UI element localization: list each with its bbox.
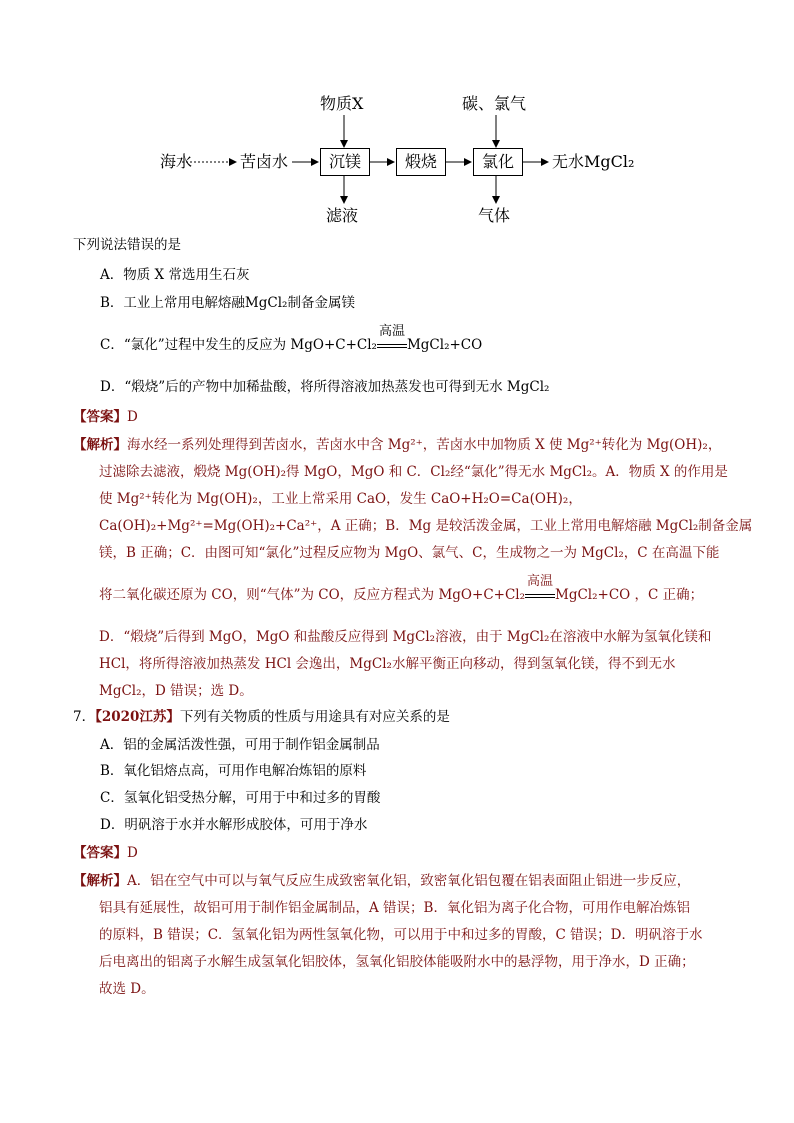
bittern-label: 苦卤水 <box>240 152 289 171</box>
option-b: B．工业上常用电解熔融MgCl₂制备金属镁 <box>100 295 355 311</box>
q7-option-b: B．氧化铝熔点高，可用作电解冶炼铝的原料 <box>100 763 367 779</box>
analysis-line: 过滤除去滤液，煅烧 Mg(OH)₂得 MgO，MgO 和 C．Cl₂经“氯化”得无水 MgCl₂。A．物质 X 的作用是 <box>99 464 728 480</box>
analysis-line: 使 Mg²⁺转化为 Mg(OH)₂，工业上常采用 CaO，发生 CaO+H₂O=Ca(OH)₂， <box>99 491 582 507</box>
question-7-stem <box>73 704 733 731</box>
analysis-line: MgCl₂，D 错误；选 D。 <box>99 683 253 699</box>
condition-text: 高温 <box>527 574 554 589</box>
product-label: 无水MgCl₂ <box>552 152 635 171</box>
equation-products: MgCl₂+CO ，C 正确； <box>555 587 704 603</box>
analysis-tag: 【解析】 <box>73 873 127 889</box>
option-a: A．物质 X 常选用生石灰 <box>100 267 250 283</box>
analysis-line: 铝具有延展性，故铝可用于制作铝金属制品，A 错误；B．氧化铝为离子化合物，可用作电解冶炼铝 <box>99 900 690 916</box>
answer-tag: 【答案】 <box>73 845 127 861</box>
answer-value: D <box>127 409 138 425</box>
q7-option-d: D．明矾溶于水并水解形成胶体，可用于净水 <box>100 817 368 833</box>
condition-text: 高温 <box>378 324 405 339</box>
precipitate-mg-box: 沉镁 <box>320 148 370 176</box>
source-tag: 【2020江苏】 <box>95 709 180 725</box>
gas-label: 气体 <box>478 206 511 225</box>
analysis-line: 故选 D。 <box>99 981 155 997</box>
q7-answer-line <box>73 840 733 867</box>
analysis-equation-line <box>99 574 759 609</box>
high-temp-condition <box>525 574 555 609</box>
option-c <box>100 324 760 359</box>
option-d: D．“煅烧”后的产物中加稀盐酸，将所得溶液加热蒸发也可得到无水 MgCl₂ <box>100 379 550 395</box>
analysis-tail <box>99 624 759 705</box>
analysis-line: 的原料，B 错误；C．氢氧化铝为两性氢氧化物，可以用于中和过多的胃酸，C 错误；D．明矾溶于水 <box>99 927 703 943</box>
answer-tag: 【答案】 <box>73 409 127 425</box>
equation-reactants: 将二氧化碳还原为 CO，则“气体”为 CO，反应方程式为 MgO+C+Cl₂ <box>99 587 526 603</box>
analysis-paragraph <box>73 432 753 567</box>
question-number: 7． <box>73 709 96 725</box>
analysis-line: 镁，B 正确；C．由图可知“氯化”过程反应物为 MgO、氯气、C，生成物之一为 MgCl₂，C 在高温下能 <box>99 545 720 561</box>
q7-option-a: A．铝的金属活泼性强，可用于制作铝金属制品 <box>100 737 380 753</box>
process-flow-diagram <box>140 90 660 240</box>
high-temp-condition <box>377 324 407 359</box>
q7-option-c: C．氢氧化铝受热分解，可用于中和过多的胃酸 <box>100 790 381 806</box>
analysis-line: Ca(OH)₂+Mg²⁺=Mg(OH)₂+Ca²⁺，A 正确；B．Mg 是较活泼金属，工业上常用电解熔融 MgCl₂制备金属 <box>99 518 753 534</box>
carbon-chlorine-label: 碳、氯气 <box>462 94 527 113</box>
question-stem: 下列说法错误的是 <box>73 237 181 253</box>
analysis-line: D．“煅烧”后得到 MgO，MgO 和盐酸反应得到 MgCl₂溶液，由于 MgCl₂在溶液中水解为氢氧化镁和 <box>99 629 712 645</box>
analysis-line: 后电离出的铝离子水解生成氢氧化铝胶体，氢氧化铝胶体能吸附水中的悬浮物，用于净水，D 正确； <box>99 954 695 970</box>
q7-analysis-paragraph <box>73 868 733 1003</box>
analysis-line <box>73 868 733 895</box>
analysis-text: A．铝在空气中可以与氧气反应生成致密氧化铝，致密氧化铝包覆在铝表面阻止铝进一步反应， <box>127 873 691 889</box>
seawater-label: 海水 <box>160 152 193 171</box>
analysis-text: 海水经一系列处理得到苦卤水，苦卤水中含 Mg²⁺，苦卤水中加物质 X 使 Mg²⁺转化为 Mg(OH)₂， <box>127 437 722 453</box>
option-c-reactants: C．“氯化”过程中发生的反应为 MgO+C+Cl₂ <box>100 337 377 353</box>
analysis-tag: 【解析】 <box>73 437 127 453</box>
analysis-line <box>73 432 733 459</box>
calcine-box: 煅烧 <box>396 148 446 176</box>
substance-x-label: 物质X <box>320 94 364 113</box>
answer-value: D <box>127 845 138 861</box>
question-text: 下列有关物质的性质与用途具有对应关系的是 <box>179 709 450 725</box>
filtrate-label: 滤液 <box>326 206 359 225</box>
chlorination-box: 氯化 <box>473 148 523 176</box>
answer-line <box>73 404 733 431</box>
option-c-products: MgCl₂+CO <box>406 337 483 353</box>
analysis-line: HCl，将所得溶液加热蒸发 HCl 会逸出，MgCl₂水解平衡正向移动，得到氢氧化镁，得不到无水 <box>99 656 676 672</box>
